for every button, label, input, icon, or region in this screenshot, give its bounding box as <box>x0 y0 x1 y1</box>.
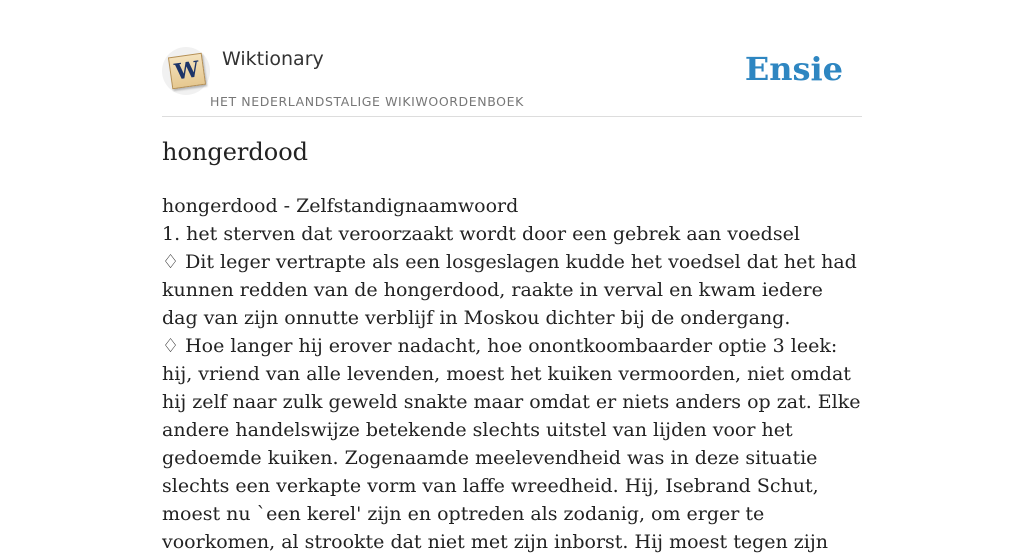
example-sentence: ♢ Dit leger vertrapte als een losgeslagen kudde het voedsel dat het had kunnen redden van de hongerdood, raakte in verval en kwam iedere dag van zijn onnutte verblijf in Moskou dichter bij de ondergang. <box>162 251 857 329</box>
page-title: hongerdood <box>162 138 309 166</box>
wiktionary-logo-icon[interactable] <box>162 47 210 95</box>
definition-content <box>162 192 862 556</box>
site-header <box>162 44 862 117</box>
example-sentence: ♢ Hoe langer hij erover nadacht, hoe onontkoombaarder optie 3 leek: hij, vriend van alle levenden, moest het kuiken vermoorden, niet omdat hij zelf naar zulk geweld snakte maar omdat er niets anders op zat. Elke andere handelswijze betekende slechts uitstel van lijden voor het gedoemde kuiken. Zogenaamde meelevendheid was in deze situatie slechts een verkapte vorm van laffe wreedheid. Hij, Isebrand Schut, moest nu `een kerel' zijn en optreden als zodanig, om erger te voorkomen, al strookte dat niet met zijn inborst. Hij moest tegen zijn <box>162 335 861 553</box>
word-type-line: hongerdood - Zelfstandignaamwoord <box>162 195 519 217</box>
definition-line: 1. het sterven dat veroorzaakt wordt door een gebrek aan voedsel <box>162 223 800 245</box>
site-name[interactable]: Wiktionary <box>222 48 324 70</box>
site-tagline: HET NEDERLANDSTALIGE WIKIWOORDENBOEK <box>210 94 524 109</box>
logo-tile: W <box>168 53 206 89</box>
ensie-brand-link[interactable]: Ensie <box>744 50 843 88</box>
